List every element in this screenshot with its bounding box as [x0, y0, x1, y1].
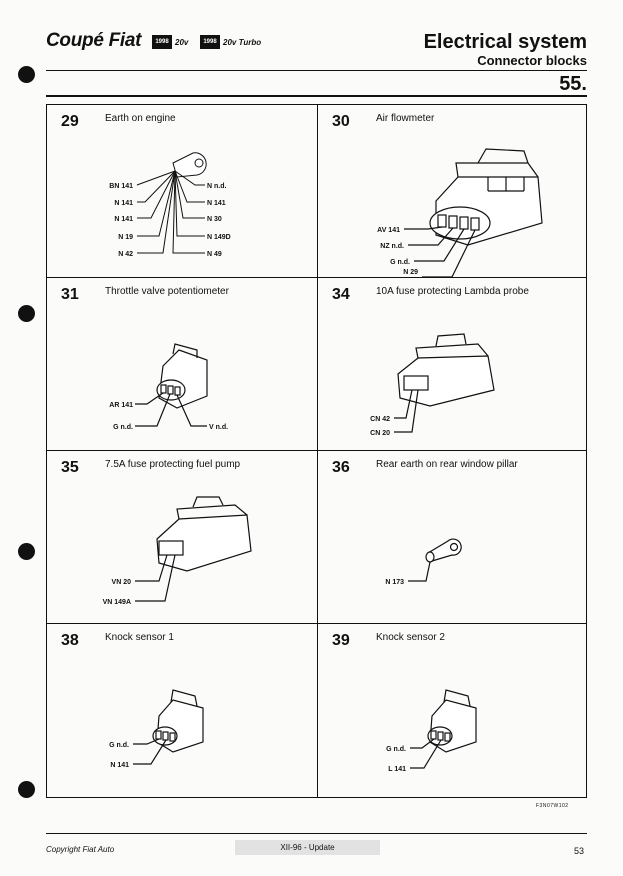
header-rule-thick	[46, 95, 587, 97]
connector-title: Earth on engine	[105, 113, 176, 124]
pin-label: CN 20	[370, 430, 390, 437]
connector-title: 10A fuse protecting Lambda probe	[376, 286, 529, 297]
connector-cell-35	[47, 451, 317, 623]
brand-title: Coupé Fiat	[46, 30, 142, 51]
wire-label: N 141	[207, 200, 226, 207]
drawing-code: F3N07W102	[536, 803, 569, 809]
wire-label: N 42	[118, 251, 133, 258]
connector-diagram	[47, 624, 317, 797]
connector-cell-31	[47, 278, 317, 450]
connector-diagram	[318, 624, 586, 797]
pin-label: G n.d.	[113, 424, 133, 431]
header-rule	[46, 70, 587, 71]
page-number: 53	[574, 846, 585, 856]
pin-label: V n.d.	[209, 424, 229, 431]
wire-label: BN 141	[109, 183, 133, 190]
pin-label: N 141	[110, 762, 129, 769]
connector-title: Throttle valve potentiometer	[105, 286, 229, 297]
connector-number: 36	[332, 459, 350, 476]
pin-label: N 29	[403, 269, 418, 276]
pin-label: AV 141	[377, 227, 400, 234]
connector-number: 31	[61, 286, 79, 303]
ring-terminal-diagram	[318, 451, 586, 623]
connector-title: Air flowmeter	[376, 113, 435, 124]
fuse-holder-diagram	[47, 451, 317, 623]
model-badge-20v	[152, 35, 188, 49]
pin-label: G n.d.	[390, 259, 410, 266]
pin-label: AR 141	[109, 402, 133, 409]
connector-cell-29	[47, 105, 317, 277]
fuse-holder-diagram	[318, 278, 586, 450]
connector-diagram	[47, 278, 317, 450]
pin-label: VN 20	[111, 579, 131, 586]
section-number: 55.	[559, 73, 587, 95]
section-title: Electrical system	[423, 31, 587, 53]
connector-number: 29	[61, 113, 79, 130]
wire-label: N 30	[207, 216, 222, 223]
binder-hole	[18, 781, 35, 798]
connector-cell-38	[47, 624, 317, 797]
pin-label: CN 42	[370, 416, 390, 423]
wire-label: N 149D	[207, 234, 231, 241]
connector-cell-34	[318, 278, 586, 450]
binder-hole	[18, 305, 35, 322]
connector-number: 34	[332, 286, 350, 303]
pin-label: VN 149A	[102, 599, 131, 606]
wire-label: N 141	[114, 200, 133, 207]
connector-title: Knock sensor 2	[376, 632, 445, 643]
pin-label: G n.d.	[109, 742, 129, 749]
pin-label: G n.d.	[386, 746, 406, 753]
model-label: 20v	[175, 37, 189, 47]
connector-title: 7.5A fuse protecting fuel pump	[105, 459, 241, 470]
wire-label: N 141	[114, 216, 133, 223]
connector-cell-39	[318, 624, 586, 797]
connector-number: 35	[61, 459, 79, 476]
binder-hole	[18, 543, 35, 560]
model-year-badge: 1998	[200, 35, 220, 49]
footer-rule	[46, 833, 587, 834]
copyright: Copyright Fiat Auto	[46, 845, 115, 854]
binder-hole	[18, 66, 35, 83]
pin-label: NZ n.d.	[380, 243, 404, 250]
connector-grid	[46, 104, 587, 798]
connector-number: 38	[61, 632, 79, 649]
model-year-badge: 1998	[152, 35, 172, 49]
connector-title: Knock sensor 1	[105, 632, 174, 643]
pin-label: L 141	[388, 766, 406, 773]
model-badge-20v-turbo	[200, 35, 261, 49]
edition-label: XII-96 - Update	[235, 840, 380, 855]
connector-title: Rear earth on rear window pillar	[376, 459, 518, 470]
connector-number: 39	[332, 632, 350, 649]
section-subtitle: Connector blocks	[477, 53, 587, 68]
wire-label: N 19	[118, 234, 133, 241]
model-label: 20v Turbo	[223, 37, 262, 47]
connector-number: 30	[332, 113, 350, 130]
ring-terminal-diagram	[47, 105, 317, 277]
connector-diagram	[318, 105, 586, 277]
connector-cell-30	[318, 105, 586, 277]
pin-label: N 173	[385, 579, 404, 586]
wire-label: N n.d.	[207, 183, 227, 190]
wire-label: N 49	[207, 251, 222, 258]
connector-cell-36	[318, 451, 586, 623]
